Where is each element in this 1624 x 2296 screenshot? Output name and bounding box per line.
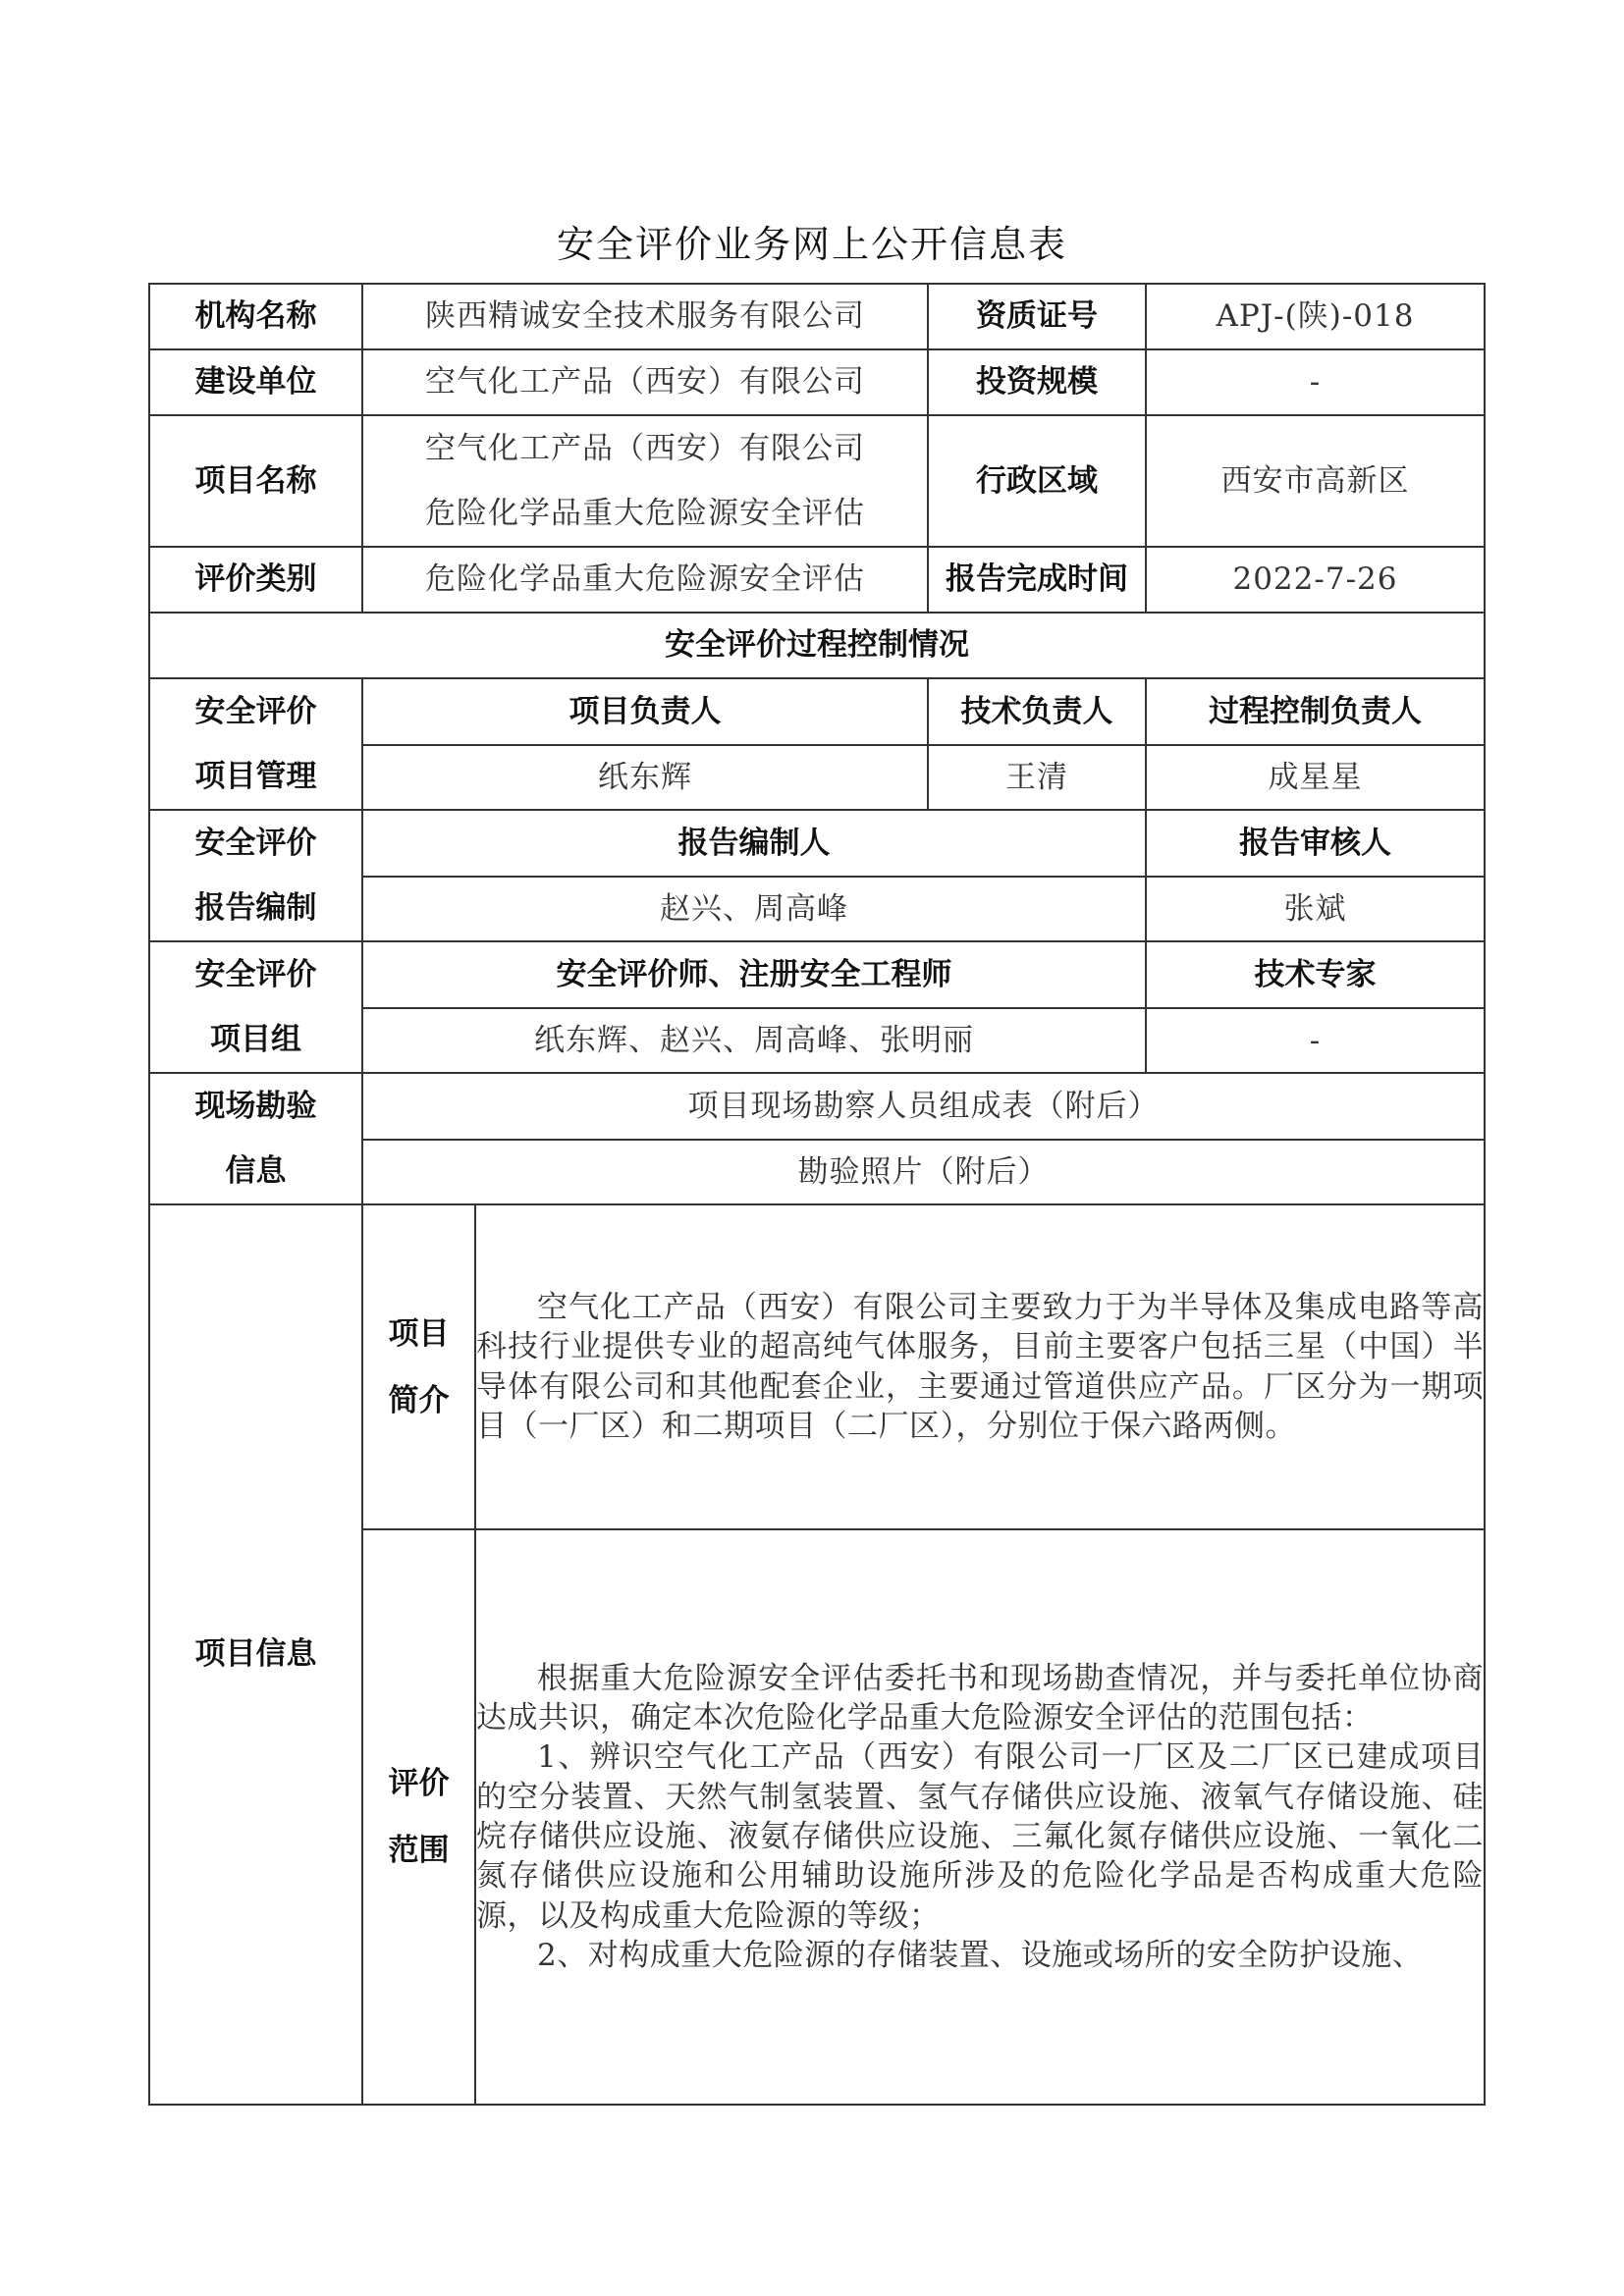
intro-label: [362, 1204, 475, 1529]
eval-row: [149, 547, 1485, 613]
intro-label-line2: 简介: [388, 1382, 450, 1418]
intro-label-line1: 项目: [388, 1315, 450, 1352]
team-header-row: [149, 941, 1485, 1008]
builder-row: [149, 349, 1485, 415]
project-value: [362, 415, 928, 547]
project-value-line2: 危险化学品重大危险源安全评估: [425, 496, 865, 531]
report-label-line1: 安全评价: [194, 826, 317, 861]
author-header: 报告编制人: [362, 810, 1146, 877]
intro-text: 空气化工产品（西安）有限公司主要致力于为半导体及集成电路等高科技行业提供专业的超高纯气体服务，目前主要客户包括三星（中国）半导体有限公司和其他配套企业，主要通过管道供应产品。厂区分为一期项目（一厂区）和二期项目（二厂区），分别位于保六路两侧。: [476, 1289, 1484, 1444]
team-label-line1: 安全评价: [194, 957, 317, 992]
scope-label: [362, 1529, 475, 2105]
scope-paragraph-3: 2、对构成重大危险源的存储装置、设施或场所的安全防护设施、: [537, 1937, 1424, 1973]
site-item-1: 项目现场勘察人员组成表（附后）: [362, 1073, 1485, 1140]
info-table: [148, 283, 1486, 2106]
author-value: 赵兴、周高峰: [362, 877, 1146, 942]
ctrl-value: 成星星: [1146, 745, 1485, 811]
date-label: 报告完成时间: [928, 547, 1146, 613]
builder-label: 建设单位: [149, 349, 362, 415]
info-label: 项目信息: [149, 1204, 362, 2105]
tech-value: 王清: [928, 745, 1146, 811]
team-label-line2: 项目组: [210, 1022, 301, 1057]
site-item-2: 勘验照片（附后）: [362, 1140, 1485, 1205]
report-label-line2: 报告编制: [194, 890, 317, 926]
reviewer-value: 张斌: [1146, 877, 1485, 942]
date-value: 2022-7-26: [1146, 547, 1485, 613]
reviewer-header: 报告审核人: [1146, 810, 1485, 877]
intro-row: [149, 1204, 1485, 1529]
org-label: 机构名称: [149, 284, 362, 349]
experts-value: -: [1146, 1008, 1485, 1074]
site-label-line1: 现场勘验: [194, 1089, 317, 1124]
experts-header: 技术专家: [1146, 941, 1485, 1008]
cert-label: 资质证号: [928, 284, 1146, 349]
eval-label: 评价类别: [149, 547, 362, 613]
ctrl-header: 过程控制负责人: [1146, 678, 1485, 745]
region-label: 行政区域: [928, 415, 1146, 547]
invest-value: -: [1146, 349, 1485, 415]
process-heading: 安全评价过程控制情况: [149, 613, 1485, 678]
mgmt-label: [149, 678, 362, 810]
project-row: [149, 415, 1485, 547]
cert-value: APJ-(陕)-018: [1146, 284, 1485, 349]
mgmt-label-line1: 安全评价: [194, 694, 317, 729]
engineers-value: 纸东辉、赵兴、周高峰、张明丽: [362, 1008, 1146, 1074]
scope-paragraph-1: 根据重大危险源安全评估委托书和现场勘查情况，并与委托单位协商达成共识，确定本次危险化学品重大危险源安全评估的范围包括：: [476, 1660, 1484, 1736]
project-value-line1: 空气化工产品（西安）有限公司: [425, 431, 865, 466]
region-value: 西安市高新区: [1146, 415, 1485, 547]
mgmt-label-line2: 项目管理: [194, 759, 317, 794]
eval-value: 危险化学品重大危险源安全评估: [362, 547, 928, 613]
builder-value: 空气化工产品（西安）有限公司: [362, 349, 928, 415]
report-header-row: [149, 810, 1485, 877]
invest-label: 投资规模: [928, 349, 1146, 415]
leader-header: 项目负责人: [362, 678, 928, 745]
scope-label-line1: 评价: [388, 1766, 450, 1801]
process-heading-row: [149, 613, 1485, 678]
team-label: [149, 941, 362, 1073]
scope-text-cell: [475, 1529, 1485, 2105]
site-label-line2: 信息: [225, 1153, 287, 1189]
site-row-1: [149, 1073, 1485, 1140]
engineers-header: 安全评价师、注册安全工程师: [362, 941, 1146, 1008]
site-label: [149, 1073, 362, 1204]
scope-label-line2: 范围: [388, 1833, 450, 1868]
leader-value: 纸东辉: [362, 745, 928, 811]
mgmt-header-row: [149, 678, 1485, 745]
report-label: [149, 810, 362, 941]
page-title: 安全评价业务网上公开信息表: [556, 223, 1067, 266]
intro-text-cell: [475, 1204, 1485, 1529]
org-row: [149, 284, 1485, 349]
tech-header: 技术负责人: [928, 678, 1146, 745]
project-label: 项目名称: [149, 415, 362, 547]
scope-paragraph-2: 1、辨识空气化工产品（西安）有限公司一厂区及二厂区已建成项目的空分装置、天然气制氢装置、氢气存储供应设施、液氧气存储设施、硅烷存储供应设施、液氨存储供应设施、三氟化氮存储供应设施、一氧化二氮存储供应设施和公用辅助设施所涉及的危险化学品是否构成重大危险源，以及构成重大危险源的等级；: [476, 1739, 1484, 1934]
org-value: 陕西精诚安全技术服务有限公司: [362, 284, 928, 349]
